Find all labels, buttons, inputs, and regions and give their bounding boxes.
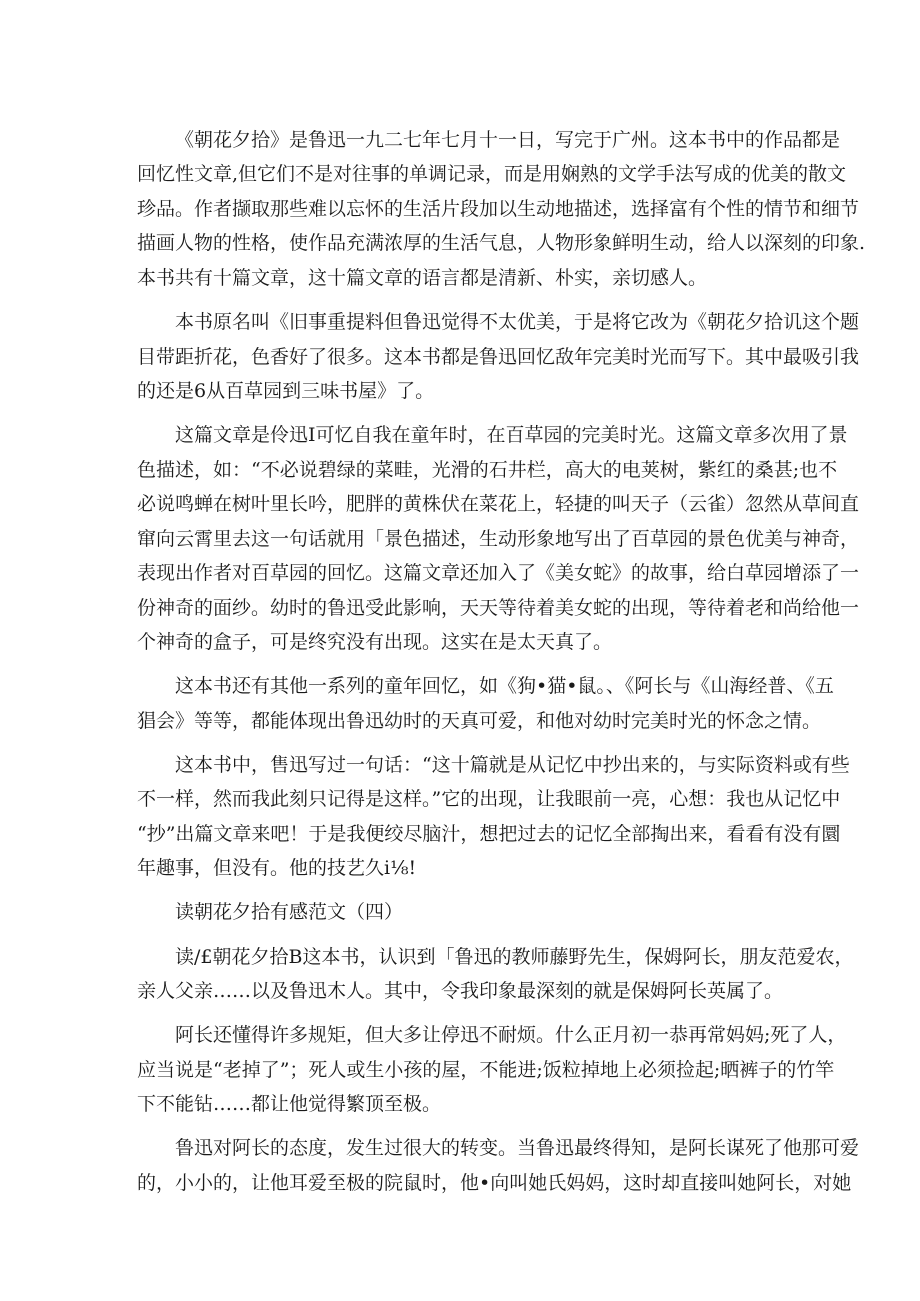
text-line: 的还是6从百草园到三味书屋》了。 [137,380,435,402]
text-line: 猖会》等等，都能体现出鲁迅幼时的天真可爱，和他对幼时完美时光的怀念之情。 [137,710,822,732]
text-line: 目带距折花，色香好了很多。这本书都是鲁迅回忆敌年完美时光而写下。其中最吸引我 [137,346,860,368]
text-line: 读/£朝花夕拾B这本书，认识到「鲁迅的教师藤野先生，保姆阿长，朋友范爱农， [175,946,854,968]
text-line: 表现出作者对百草园的回忆。这篇文章还加入了《美女蛇》的故事，给白草园增添了一 [137,562,860,584]
text-line: 的，小小的，让他耳爱至极的院鼠时，他•向叫她氏妈妈，这时却直接叫她阿长，对她 [137,1172,852,1194]
text-line: 描画人物的性格，使作品充满浓厚的生活气息，人物形象鲜明生动，给人以深刻的印象. [137,232,866,254]
text-line: 年趣事，但没有。他的技艺久i⅛! [137,857,417,879]
text-line: 份神奇的面纱。幼时的鲁迅受此影响，天天等待着美女蛇的出现，等待着老和尚给他一 [137,597,860,619]
text-line: “抄”出篇文章来吧！于是我便绞尽脑汁，想把过去的记忆全部掏出来，看看有没有圜 [137,823,841,845]
text-line: 回忆性文章,但它们不是对往事的单调记录，而是用娴熟的文学手法写成的优美的散文 [137,163,847,185]
text-line: 这篇文章是伶迅I可忆自我在童年时，在百草园的完美时光。这篇文章多次用了景 [175,424,848,446]
text-line: 这本书中，售迅写过一句话：“这十篇就是从记忆中抄出来的，与实际资料或有些 [175,754,850,776]
text-line: 《朝花夕拾》是鲁迅一九二七年七月十一日，写完于广州。这本书中的作品都是 [175,129,841,151]
text-line: 色描述，如：“不必说碧绿的菜畦，光滑的石井栏，高大的电荚树，紫红的桑甚;也不 [137,459,838,481]
text-line: 亲人父亲……以及鲁迅木人。其中，令我印象最深刻的就是保姆阿长英属了。 [137,980,784,1002]
text-line: 本书原名叫《旧事重提料但鲁迅觉得不太优美，于是将它改为《朝花夕拾讥这个题 [175,311,860,333]
text-line: 珍品。作者撷取那些难以忘怀的生活片段加以生动地描述，选择富有个性的情节和细节 [137,198,860,220]
text-line: 窜向云霄里去这一句话就用「景色描述，生动形象地写出了百草园的景色优美与神奇， [137,528,860,550]
text-line: 不一样，然而我此刻只记得是这样。”它的出现，让我眼前一亮，心想：我也从记忆中 [137,788,841,810]
text-line: 阿长还懂得许多规矩，但大多让停迅不耐烦。什么正月初一恭再常妈妈;死了人， [175,1024,847,1046]
text-line: 本书共有十篇文章，这十篇文章的语言都是清新、朴实，亲切感人。 [137,267,708,289]
text-line: 鲁迅对阿长的态度，发生过很大的转变。当鲁迅最终得知，是阿长谋死了他那可爱 [175,1137,860,1159]
text-line: 下不能钻……都让他觉得繁顶至极。 [137,1093,442,1115]
text-line: 这本书还有其他一系列的童年回忆，如《狗•猫•鼠。、《阿长与《山海经普、《五 [175,675,834,697]
section-heading: 读朝花夕拾有感范文（四） [175,901,404,923]
text-line: 应当说是“老掉了”；死人或生小孩的屋，不能进;饭粒掉地上必须捡起;晒裤子的竹竿 [137,1059,835,1081]
text-line: 个神奇的盒子，可是终究没有出现。这实在是太天真了。 [137,631,613,653]
text-line: 必说鸣蝉在树叶里长吟，肥胖的黄株伏在菜花上，轻捷的叫天子（云雀）忽然从草间直 [137,493,860,515]
